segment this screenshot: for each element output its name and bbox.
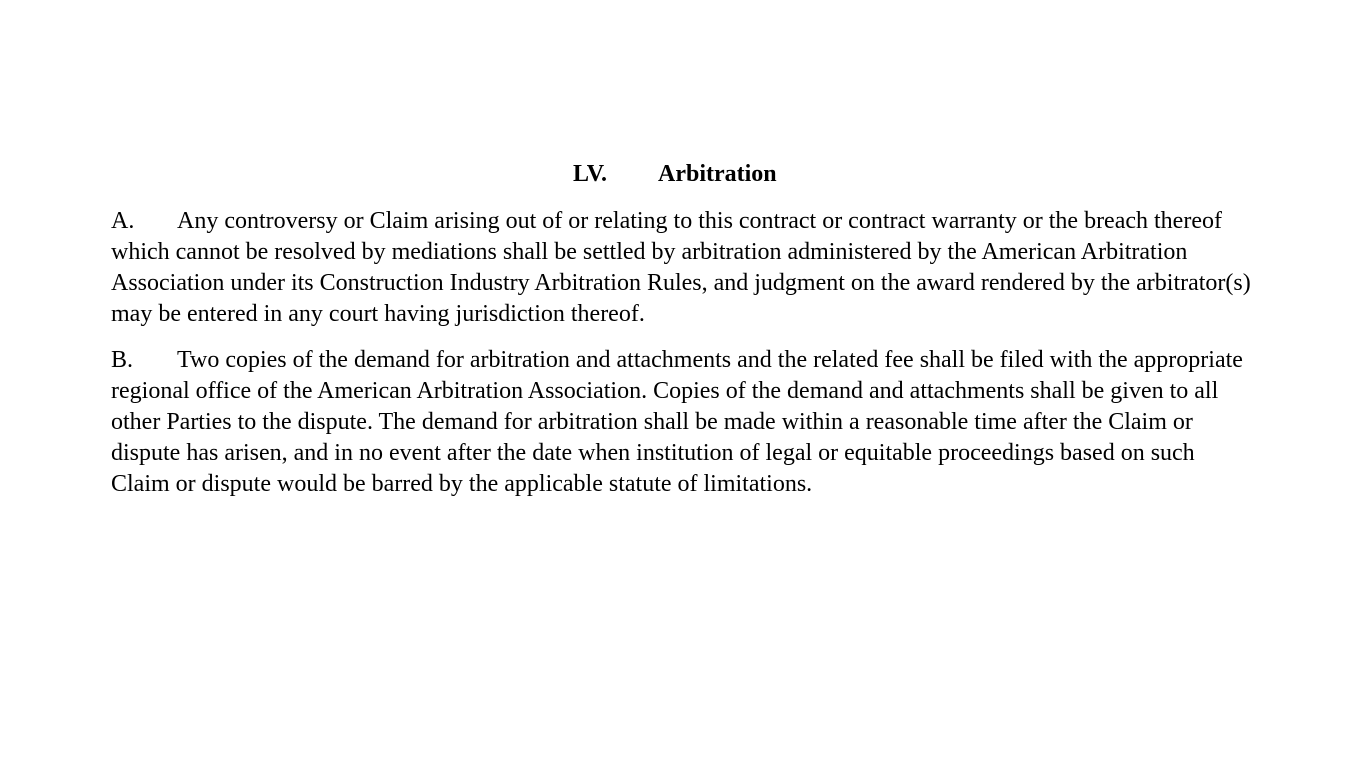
paragraph-b [111, 345, 1259, 500]
paragraph-label: A. [111, 208, 135, 234]
paragraph-label: B. [111, 347, 134, 373]
paragraph-a [111, 206, 1259, 330]
section-title: Arbitration [658, 161, 777, 187]
section-heading [573, 158, 777, 190]
paragraph-text: Two copies of the demand for arbitration and attachments and the related fee shall be filed with the appropriate regional office of the American Arbitration Association. Copies of the demand and attachments shall be given to all other Parties to the dispute. The demand for arbitration shall be made within a reasonable time after the Claim or dispute has arisen, and in no event after the date when institution of legal or equitable proceedings based on such Claim or dispute would be barred by the applicable statute of limitations. [111, 347, 1243, 497]
paragraph-text: Any controversy or Claim arising out of or relating to this contract or contract warranty or the breach thereof which cannot be resolved by mediations shall be settled by arbitration administered by the American Arbitration Association under its Construction Industry Arbitration Rules, and judgment on the award rendered by the arbitrator(s) may be entered in any court having jurisdiction thereof. [111, 208, 1251, 327]
section-number: LV. [573, 161, 608, 187]
